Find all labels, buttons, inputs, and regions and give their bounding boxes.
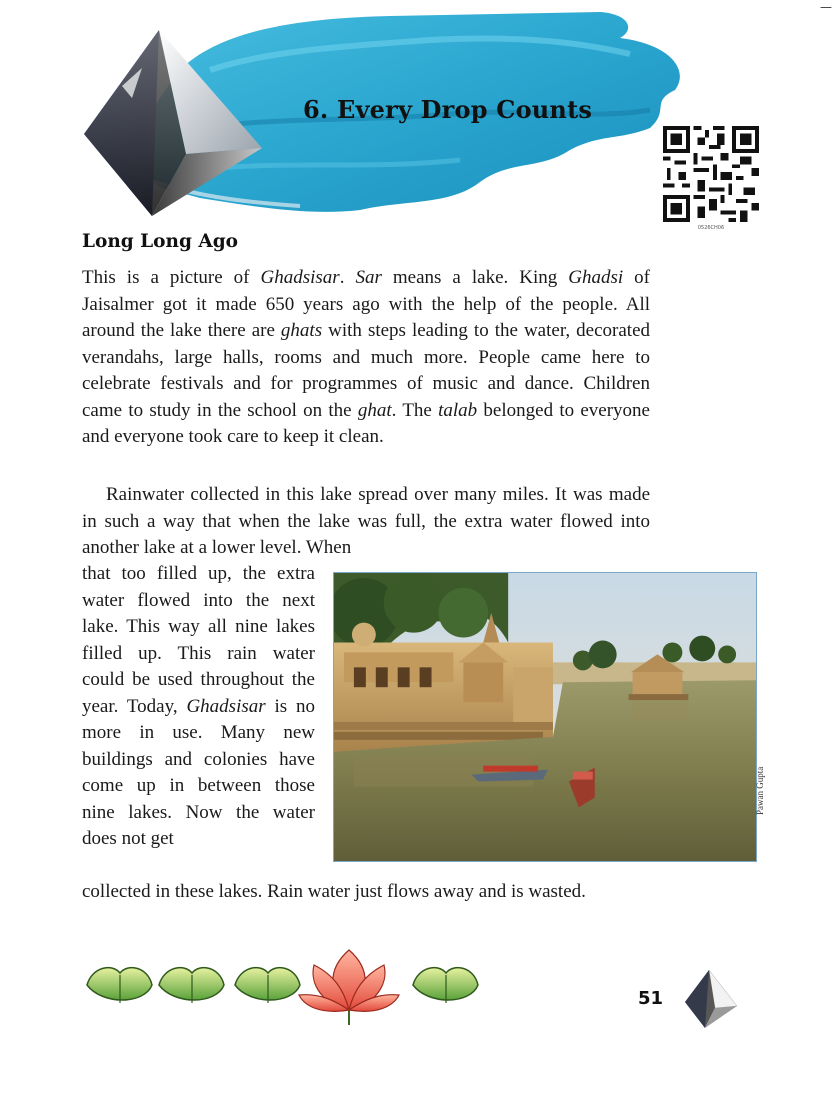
corner-mark: — [820,0,832,14]
paragraph-2-top: Rainwater collected in this lake spread over many miles. It was made in such a way that when the lake was full, the extra water flowed into another lake at a lower level. When [82,484,650,558]
qr-code-label: 0526CH06 [697,225,725,231]
pyramid-gem-icon [82,28,267,218]
paragraph-2-bottom: collected in these lakes. Rain water just flows away and is wasted. [82,881,586,902]
text-run: . [339,267,356,288]
page-number: 51 [638,988,664,1009]
lotus-leaf-icon [235,968,300,1003]
italic-term: Ghadsisar [186,695,266,717]
text-run: . The [391,399,439,421]
italic-term: talab [438,399,478,421]
section-heading: Long Long Ago [82,231,238,252]
lotus-flower-icon [299,950,399,1025]
text-run: that too filled up, the extra water flowed into the next lake. This way all nine lakes filled up. This rain water could be used throughout the year. Today, [82,563,315,717]
text-run: This is a picture of [82,267,261,288]
text-run: belonged to everyone and everyone took care to keep it clean. [82,399,650,447]
text-run: of Jaisalmer got it made 650 years ago with the help of the people. All around the lake there are [82,267,651,341]
chapter-title: 6. Every Drop Counts [303,95,593,124]
lotus-leaf-icon [159,968,224,1003]
paragraph-2-wrapped [82,561,315,853]
italic-term: Ghadsi [568,267,624,288]
photo-credit: Pawan Gupta [755,766,765,815]
text-run: with steps leading to the water, decorated verandahs, large halls, rooms and much more. People came here to celebrate festivals and for programmes of music and dance. Children came to study in the school on the [82,320,650,421]
italic-term: ghat [357,399,392,421]
italic-term: Ghadsisar [260,267,340,288]
italic-term: Sar [355,267,382,288]
text-run: means a lake. King [381,267,569,288]
lotus-border-decoration [82,945,482,1035]
italic-term: ghats [280,320,323,341]
text-run: is no more in use. Many new buildings and colonies have come up in between those nine lakes. Now the water does not get [82,695,315,849]
pyramid-gem-icon [683,968,739,1030]
lotus-leaf-icon [87,968,152,1003]
paragraph-1 [82,265,650,451]
lotus-leaf-icon [413,968,478,1003]
qr-code-icon [663,126,759,222]
ghadsisar-lake-photo [333,572,757,862]
